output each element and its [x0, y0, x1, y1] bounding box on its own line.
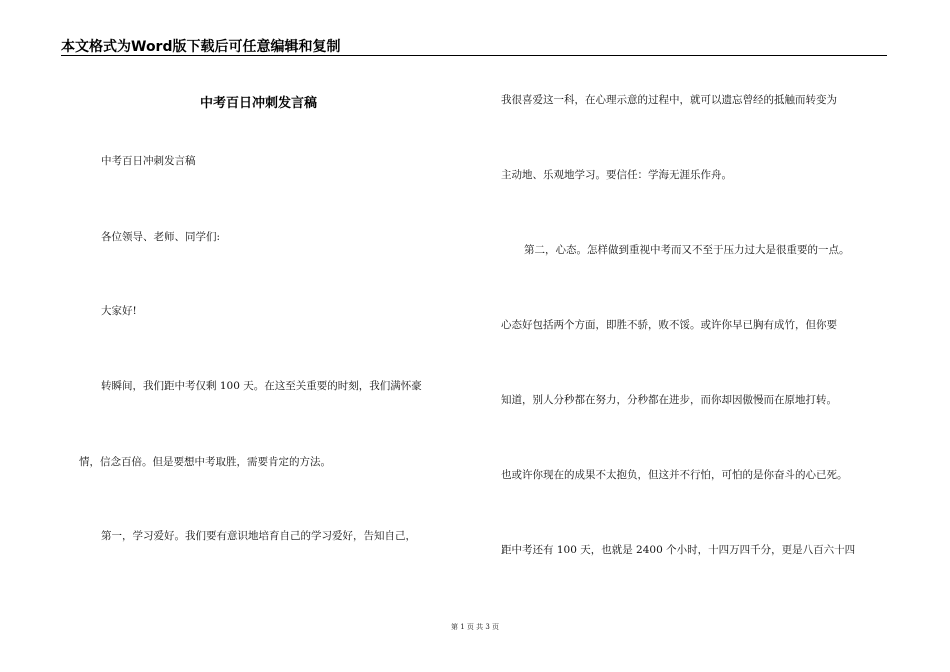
- right-line-4: 心态好包括两个方面，即胜不骄，败不馁。或许你早已胸有成竹，但你要: [501, 319, 837, 331]
- right-line-1: 我很喜爱这一科，在心理示意的过程中，就可以遗忘曾经的抵触而转变为: [501, 94, 837, 106]
- document-title: 中考百日冲刺发言稿: [200, 96, 318, 111]
- right-line-2: 主动地、乐观地学习。要信任：学海无涯乐作舟。: [501, 169, 732, 181]
- left-line-greeting: 大家好!: [101, 305, 137, 317]
- right-line-3: 第二，心态。怎样做到重视中考而又不至于压力过大是很重要的一点。: [524, 244, 850, 256]
- page-number-footer: 第 1 页 共 3 页: [450, 623, 500, 631]
- right-line-7: 距中考还有 100 天，也就是 2400 个小时，十四万四千分，更是八百六十四: [501, 544, 856, 556]
- right-line-6: 也或许你现在的成果不太抱负，但这并不行怕，可怕的是你奋斗的心已死。: [501, 469, 848, 481]
- left-line-paragraph-1b: 情，信念百倍。但是要想中考取胜，需要肯定的方法。: [79, 456, 331, 468]
- document-header-banner: 本文格式为Word版下载后可任意编辑和复制: [61, 39, 341, 55]
- left-line-subtitle: 中考百日冲刺发言稿: [101, 155, 196, 167]
- header-divider: [61, 55, 887, 56]
- right-line-5: 知道，别人分秒都在努力，分秒都在进步，而你却因傲慢而在原地打转。: [501, 394, 837, 406]
- left-line-salutation: 各位领导、老师、同学们:: [101, 231, 221, 243]
- left-line-paragraph-1a: 转瞬间，我们距中考仅剩 100 天。在这至关重要的时刻，我们满怀豪: [101, 380, 422, 392]
- left-line-paragraph-2a: 第一，学习爱好。我们要有意识地培育自己的学习爱好，告知自己，: [101, 530, 416, 542]
